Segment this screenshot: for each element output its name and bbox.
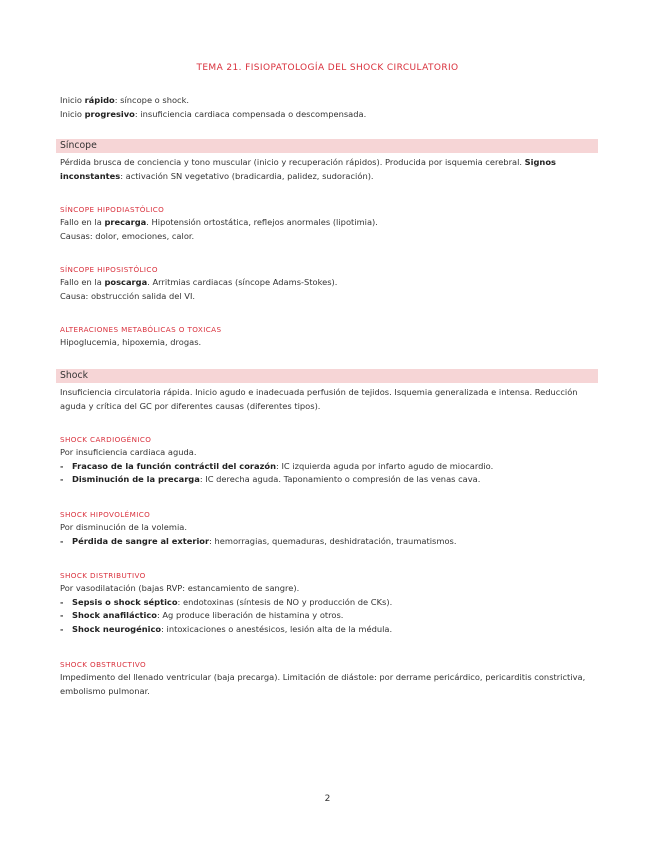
intro-line-1: Inicio rápido: síncope o shock.: [60, 95, 190, 105]
list-item: - Pérdida de sangre al exterior: hemorragias, quemaduras, deshidratación, traumatismos.: [60, 535, 457, 546]
list-item: - Fracaso de la función contráctil del corazón: IC izquierda aguda por infarto agudo de miocardio.: [60, 460, 494, 471]
shock-paragraph: Insuficiencia circulatoria rápida. Inicio agudo e inadecuada perfusión de tejidos. Isquemia generalizada e intensa. Reducción aguda y crítica del GC por diferentes causas (diferentes tipos).: [60, 387, 578, 411]
intro-block: [60, 94, 600, 121]
list-item: - Shock anafiláctico: Ag produce liberación de histamina y otros.: [60, 610, 344, 620]
distributivo-block: Por vasodilatación (bajas RVP: estancamiento de sangre). - Sepsis o shock séptico: endotoxinas (síntesis de NO y producción de CKs). - Shock anafiláctico: Ag produce liberación de histamina y otros. - Shock neurogénico: intoxicaciones o anestésicos, lesión alta de la médula.: [60, 582, 600, 636]
list-item: - Disminución de la precarga: IC derecha aguda. Taponamiento o compresión de las venas cava.: [60, 474, 481, 484]
hiposistolico-block: Fallo en la poscarga. Arritmias cardiacas (síncope Adams-Stokes). Causa: obstrucción salida del VI.: [60, 277, 338, 301]
sincope-paragraph: Pérdida brusca de conciencia y tono muscular (inicio y recuperación rápidos). Producida por isquemia cerebral. Signos inconstantes: activación SN vegetativo (bradicardia, palidez, sudoración).: [60, 157, 556, 181]
page-number: 2: [324, 794, 331, 804]
intro-line-2: Inicio progresivo: insuficiencia cardiaca compensada o descompensada.: [60, 108, 367, 119]
hipodiastolico-block: Fallo en la precarga. Hipotensión ortostática, reflejos anormales (lipotimia). Causas: dolor, emociones, calor.: [60, 217, 378, 241]
subheading-shock-distributivo: SHOCK DISTRIBUTIVO: [60, 571, 146, 580]
subheading-shock-obstructivo: SHOCK OBSTRUCTIVO: [60, 660, 147, 669]
hipovolemico-block: Por disminución de la volemia. - Pérdida de sangre al exterior: hemorragias, quemaduras, deshidratación, traumatismos.: [60, 521, 600, 548]
subheading-shock-hipovolemico: SHOCK HIPOVOLÉMICO: [60, 510, 151, 519]
document-title: TEMA 21. FISIOPATOLOGÍA DEL SHOCK CIRCULATORIO: [196, 63, 459, 73]
obstructivo-block: Impedimento del llenado ventricular (baja precarga). Limitación de diástole: por derrame pericárdico, pericarditis constrictiva, embolismo pulmonar.: [60, 672, 586, 696]
subheading-alteraciones-metabolicas: ALTERACIONES METABÓLICAS O TOXICAS: [60, 325, 222, 334]
section-header-shock: Shock: [56, 369, 598, 383]
list-item: - Sepsis o shock séptico: endotoxinas (síntesis de NO y producción de CKs).: [60, 596, 393, 607]
metabolicas-block: Hipoglucemia, hipoxemia, drogas.: [60, 337, 202, 347]
cardiogenico-block: Por insuficiencia cardiaca aguda. - Fracaso de la función contráctil del corazón: IC izquierda aguda por infarto agudo de miocardio. - Disminución de la precarga: IC derecha aguda. Taponamiento o compresión de las venas cava.: [60, 446, 600, 487]
subheading-sincope-hiposistolico: SÍNCOPE HIPOSISTÓLICO: [60, 265, 158, 274]
section-header-sincope: Síncope: [56, 139, 598, 153]
subheading-sincope-hipodiastolico: SÍNCOPE HIPODIASTÓLICO: [60, 205, 165, 214]
list-item: - Shock neurogénico: intoxicaciones o anestésicos, lesión alta de la médula.: [60, 623, 393, 634]
subheading-shock-cardiogenico: SHOCK CARDIOGÉNICO: [60, 435, 152, 444]
